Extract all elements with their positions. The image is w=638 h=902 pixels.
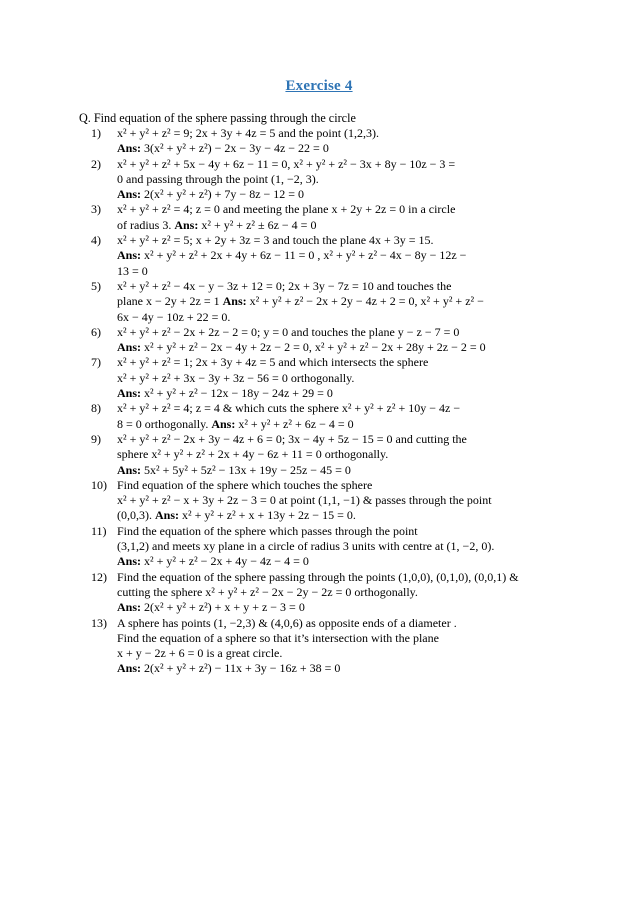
answer-label: Ans: [117,554,142,569]
problem-line: x² + y² + z² − 4x − y − 3z + 12 = 0; 2x + 3y − 7z = 10 and touches the [117,278,452,293]
problem-item [91,233,591,279]
problem-number: 13) [91,615,107,630]
problem-line: Ans: x² + y² + z² − 2x − 4y + 2z − 2 = 0, x² + y² + z² − 2x + 28y + 2z − 2 = 0 [117,340,486,355]
problem-line: Ans: x² + y² + z² − 2x + 4y − 4z − 4 = 0 [117,554,309,569]
problem-line: plane x − 2y + 2z = 1 Ans: x² + y² + z² − 2x + 2y − 4z + 2 = 0, x² + y² + z² − [117,294,484,309]
problem-line: 0 and passing through the point (1, −2, 3). [117,171,319,186]
problem-line: Ans: 3(x² + y² + z²) − 2x − 3y − 4z − 22 = 0 [117,141,329,156]
problem-body [117,202,591,233]
problem-number: 8) [91,401,101,416]
problem-number: 7) [91,355,101,370]
problem-line: Ans: 5x² + 5y² + 5z² − 13x + 19y − 25z − 45 = 0 [117,462,351,477]
problem-number: 3) [91,202,101,217]
problem-body [117,401,591,432]
exercise-title: Exercise 4 [285,78,353,94]
problem-line: A sphere has points (1, −2,3) & (4,0,6) as opposite ends of a diameter . [117,615,457,630]
problem-list [91,126,591,677]
problem-line: Ans: x² + y² + z² − 12x − 18y − 24z + 29 = 0 [117,386,333,401]
problem-item [91,157,591,203]
problem-body [117,325,591,356]
problem-number: 10) [91,477,107,492]
problem-line: 13 = 0 [117,263,148,278]
problem-number: 12) [91,569,107,584]
problem-line: 8 = 0 orthogonally. Ans: x² + y² + z² + 6z − 4 = 0 [117,416,354,431]
problem-line: x + y − 2z + 6 = 0 is a great circle. [117,646,283,661]
problem-item [91,616,591,677]
answer-label: Ans: [155,508,180,523]
answer-label: Ans: [174,217,199,232]
problem-line: x² + y² + z² = 1; 2x + 3y + 4z = 5 and which intersects the sphere [117,355,429,370]
answer-label: Ans: [222,294,247,309]
problem-number: 2) [91,156,101,171]
problem-body [117,355,591,401]
question-text: Q. Find equation of the sphere passing through the circle [79,111,356,125]
problem-number: 9) [91,431,101,446]
problem-line: Ans: 2(x² + y² + z²) + x + y + z − 3 = 0 [117,600,305,615]
problem-number: 5) [91,278,101,293]
problem-line: (0,0,3). Ans: x² + y² + z² + x + 13y + 2z − 15 = 0. [117,508,356,523]
problem-item [91,478,591,524]
problem-item [91,202,591,233]
problem-body [117,478,591,524]
problem-line: of radius 3. Ans: x² + y² + z² ± 6z − 4 = 0 [117,217,317,232]
problem-number: 4) [91,233,101,248]
problem-item [91,126,591,157]
problem-item [91,355,591,401]
problem-body [117,126,591,157]
problem-line: sphere x² + y² + z² + 2x + 4y − 6z + 11 = 0 orthogonally. [117,447,389,462]
problem-line: x² + y² + z² = 4; z = 0 and meeting the plane x + 2y + 2z = 0 in a circle [117,202,456,217]
problem-number: 11) [91,523,107,538]
problem-item [91,279,591,325]
problem-line: x² + y² + z² = 5; x + 2y + 3z = 3 and touch the plane 4x + 3y = 15. [117,233,434,248]
problem-line: Ans: x² + y² + z² + 2x + 4y + 6z − 11 = 0 , x² + y² + z² − 4x − 8y − 12z − [117,248,467,263]
answer-label: Ans: [117,187,142,202]
problem-line: (3,1,2) and meets xy plane in a circle of radius 3 units with centre at (1, −2, 0). [117,539,495,554]
problem-line: x² + y² + z² − 2x + 2z − 2 = 0; y = 0 and touches the plane y − z − 7 = 0 [117,324,460,339]
problem-line: Ans: 2(x² + y² + z²) + 7y − 8z − 12 = 0 [117,187,305,202]
problem-line: x² + y² + z² = 9; 2x + 3y + 4z = 5 and the point (1,2,3). [117,126,380,140]
problem-line: Find the equation of a sphere so that it’s intersection with the plane [117,630,439,645]
problem-line: x² + y² + z² = 4; z = 4 & which cuts the sphere x² + y² + z² + 10y − 4z − [117,401,461,416]
problem-body [117,616,591,677]
problem-body [117,524,591,570]
problem-item [91,325,591,356]
problem-line: cutting the sphere x² + y² + z² − 2x − 2y − 2z = 0 orthogonally. [117,584,418,599]
problem-line: Ans: 2(x² + y² + z²) − 11x + 3y − 16z + 38 = 0 [117,661,341,676]
problem-body [117,570,591,616]
answer-label: Ans: [117,248,142,263]
problem-item [91,524,591,570]
answer-label: Ans: [117,340,142,355]
problem-item [91,401,591,432]
problem-body [117,279,591,325]
answer-label: Ans: [117,600,142,615]
problem-body [117,432,591,478]
problem-item [91,570,591,616]
problem-line: x² + y² + z² + 3x − 3y + 3z − 56 = 0 orthogonally. [117,370,355,385]
answer-label: Ans: [117,462,142,477]
answer-label: Ans: [117,661,142,676]
problem-line: x² + y² + z² − x + 3y + 2z − 3 = 0 at point (1,1, −1) & passes through the point [117,493,492,508]
answer-label: Ans: [117,386,142,401]
problem-line: Find equation of the sphere which touches the sphere [117,477,373,492]
problem-number: 6) [91,324,101,339]
problem-line: Find the equation of the sphere which passes through the point [117,523,418,538]
problem-line: 6x − 4y − 10z + 22 = 0. [117,309,231,324]
problem-line: x² + y² + z² − 2x + 3y − 4z + 6 = 0; 3x − 4y + 5z − 15 = 0 and cutting the [117,431,467,446]
problem-body [117,233,591,279]
answer-label: Ans: [117,141,142,156]
problem-body [117,157,591,203]
problem-item [91,432,591,478]
problem-line: x² + y² + z² + 5x − 4y + 6z − 11 = 0, x² + y² + z² − 3x + 8y − 10z − 3 = [117,156,456,171]
problem-line: Find the equation of the sphere passing through the points (1,0,0), (0,1,0), (0,0,1) & [117,569,519,584]
problem-number: 1) [91,126,101,140]
answer-label: Ans: [211,416,236,431]
